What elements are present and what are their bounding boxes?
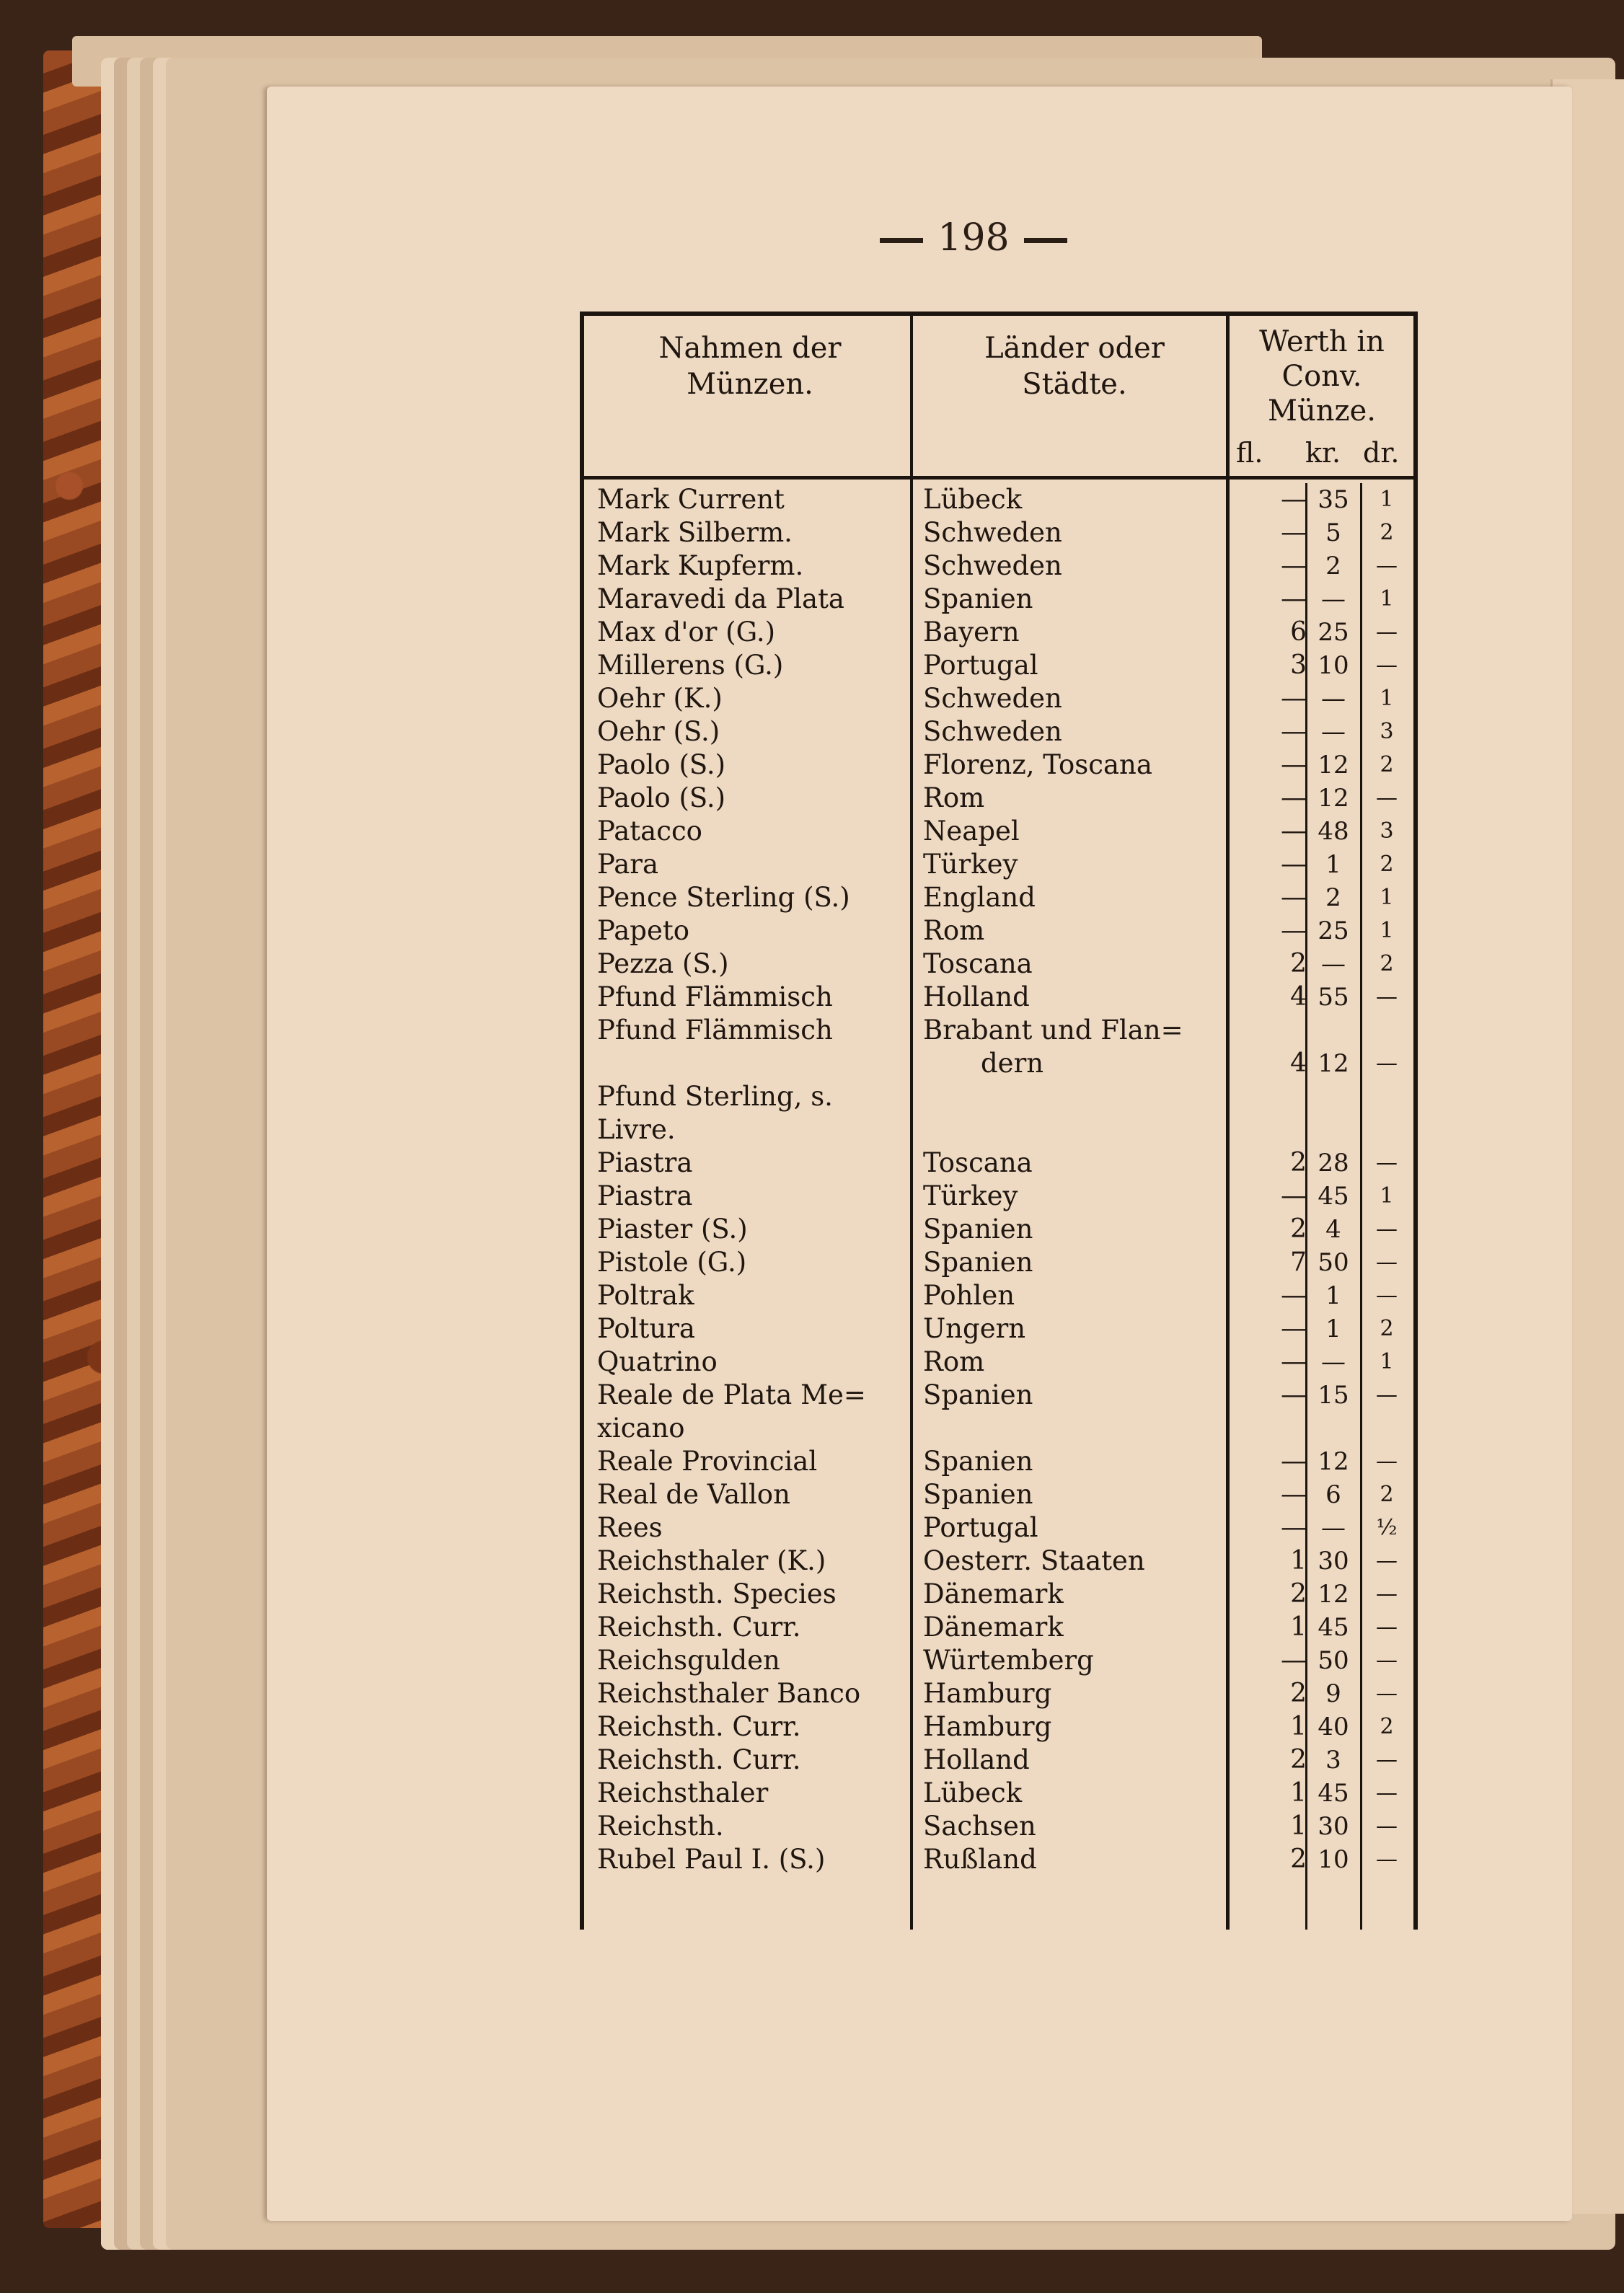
table-row: [584, 947, 1413, 981]
cell-dr: 2: [1380, 1714, 1394, 1739]
cell-place: Schweden: [923, 550, 1062, 581]
cell-place: England: [923, 882, 1036, 913]
table-row: [584, 1710, 1413, 1744]
cell-kr: 6: [1325, 1480, 1341, 1509]
cell-place: Bayern: [923, 617, 1020, 648]
cell-kr: 12: [1318, 1049, 1349, 1078]
cell-dr: —: [1376, 1847, 1398, 1872]
cell-dr: 1: [1380, 487, 1394, 512]
cell-fl: —: [1281, 717, 1307, 746]
cell-dr: —: [1376, 619, 1398, 645]
cell-name: Maravedi da Plata: [597, 583, 844, 614]
table-row: [584, 1644, 1413, 1677]
table-row: [584, 914, 1413, 947]
cell-name: Mark Silberm.: [597, 517, 793, 548]
cell-name: Rees: [597, 1512, 663, 1543]
cell-fl: 1: [1290, 1612, 1307, 1642]
table-row: [584, 1545, 1413, 1578]
table-row: [584, 848, 1413, 881]
cell-place: Lübeck: [923, 1777, 1023, 1808]
cell-place: Sachsen: [923, 1811, 1036, 1842]
cell-dr: ½: [1376, 1515, 1398, 1540]
cell-name: Quatrino: [597, 1346, 718, 1377]
cell-place: Holland: [923, 1744, 1030, 1775]
cell-kr: 1: [1325, 1281, 1341, 1310]
cell-place: Portugal: [923, 650, 1038, 681]
cell-name: Reichsgulden: [597, 1645, 780, 1676]
cell-name: Piastra: [597, 1147, 693, 1178]
cell-place: Holland: [923, 981, 1030, 1012]
cell-place: Toscana: [923, 948, 1033, 979]
cell-dr: —: [1376, 785, 1398, 810]
cell-fl: 2: [1290, 1579, 1307, 1609]
cell-name: Reale Provincial: [597, 1446, 818, 1477]
cell-fl: 2: [1290, 1844, 1307, 1874]
cell-name: Pence Sterling (S.): [597, 882, 850, 913]
cell-kr: 12: [1318, 751, 1349, 779]
table-row: [584, 1379, 1413, 1444]
cell-fl: 4: [1290, 982, 1307, 1012]
page-number: [851, 216, 1096, 260]
table-row: [584, 1578, 1413, 1611]
cell-dr: 1: [1380, 1183, 1394, 1209]
cell-name: Reichsthaler (K.): [597, 1545, 826, 1576]
table-row: [584, 516, 1413, 549]
cell-kr: 2: [1325, 883, 1341, 912]
table-row: [584, 748, 1413, 782]
cell-kr: 28: [1318, 1149, 1349, 1178]
cell-fl: 2: [1290, 1214, 1307, 1244]
cell-place: Pohlen: [923, 1280, 1015, 1311]
cell-name: Poltura: [597, 1313, 695, 1344]
cell-dr: —: [1376, 1382, 1398, 1408]
table-row: [584, 782, 1413, 815]
cell-name: Pfund Flämmisch: [597, 1015, 833, 1046]
table-row: [584, 1677, 1413, 1710]
cell-kr: 1: [1325, 850, 1341, 879]
cell-kr: 3: [1325, 1746, 1341, 1775]
cell-fl: —: [1281, 1380, 1307, 1410]
cell-place: Oesterr. Staaten: [923, 1545, 1145, 1576]
cell-dr: —: [1376, 1548, 1398, 1573]
cell-kr: 45: [1318, 1182, 1349, 1211]
cell-kr: 1: [1325, 1315, 1341, 1343]
cell-dr: —: [1376, 653, 1398, 678]
header-fl: fl.: [1236, 437, 1263, 469]
table-row: [584, 483, 1413, 516]
cell-fl: 2: [1290, 949, 1307, 978]
cell-place: Toscana: [923, 1147, 1033, 1178]
cell-fl: —: [1281, 1513, 1307, 1542]
cell-kr: 30: [1318, 1812, 1349, 1841]
cell-name: Mark Kupferm.: [597, 550, 804, 581]
cell-name: Max d'or (G.): [597, 617, 776, 648]
header-value: Werth in Conv. Münze.: [1259, 325, 1385, 428]
cell-name: Reichsthaler: [597, 1777, 769, 1808]
cell-fl: 2: [1290, 1745, 1307, 1775]
cell-fl: 2: [1290, 1679, 1307, 1708]
cell-fl: —: [1281, 1645, 1307, 1675]
cell-fl: 7: [1290, 1247, 1307, 1277]
cell-fl: —: [1281, 1480, 1307, 1509]
cell-fl: —: [1281, 816, 1307, 846]
cell-dr: [1364, 1080, 1409, 1113]
cell-place: Türkey: [923, 849, 1018, 880]
cell-place: Brabant und Flan=: [923, 1015, 1183, 1046]
cell-name: Oehr (K.): [597, 683, 723, 714]
cell-dr: 1: [1380, 918, 1394, 943]
cell-fl: 1: [1290, 1778, 1307, 1808]
cell-fl: [1237, 1080, 1307, 1113]
cell-fl: 6: [1290, 617, 1307, 647]
cell-dr: —: [1376, 984, 1398, 1009]
cell-kr: —: [1321, 717, 1346, 746]
cell-name: Para: [597, 849, 659, 880]
cell-kr: —: [1321, 684, 1346, 713]
cell-kr: 12: [1318, 1580, 1349, 1609]
cell-kr: 12: [1318, 784, 1349, 813]
header-dr: dr.: [1363, 437, 1400, 469]
cell-name: Reichsth. Curr.: [597, 1711, 801, 1742]
table-row: [584, 682, 1413, 715]
cell-fl: 3: [1290, 650, 1307, 680]
cell-kr: 40: [1318, 1713, 1349, 1741]
cell-name: Piaster (S.): [597, 1214, 748, 1245]
table-row: [584, 1511, 1413, 1545]
cell-kr: 45: [1318, 1613, 1349, 1642]
cell-name: Pfund Sterling, s.: [597, 1081, 833, 1112]
cell-place: [923, 1080, 1226, 1113]
cell-dr: 3: [1380, 719, 1394, 744]
table-row: [584, 549, 1413, 583]
table-row: [584, 815, 1413, 848]
cell-dr: —: [1376, 1813, 1398, 1839]
cell-place: Lübeck: [923, 484, 1023, 515]
cell-name: Millerens (G.): [597, 650, 784, 681]
cell-place: Spanien: [923, 1379, 1033, 1410]
cell-kr: 5: [1325, 518, 1341, 547]
cell-place: Rom: [923, 915, 985, 946]
cell-fl: —: [1281, 916, 1307, 945]
cell-place: Hamburg: [923, 1711, 1052, 1742]
cell-name: Patacco: [597, 816, 702, 847]
table-row: [584, 1478, 1413, 1511]
cell-fl: —: [1281, 1314, 1307, 1343]
table-row: [584, 583, 1413, 616]
cell-name: Pistole (G.): [597, 1247, 747, 1278]
table-row: [584, 1611, 1413, 1644]
cell-dr: 1: [1380, 1349, 1394, 1374]
cell-place: Schweden: [923, 716, 1062, 747]
cell-place: Dänemark: [923, 1612, 1064, 1643]
cell-place: Schweden: [923, 683, 1062, 714]
table-row: [584, 1213, 1413, 1246]
cell-dr: —: [1376, 1648, 1398, 1673]
header-kr: kr.: [1305, 437, 1341, 469]
table-row: [584, 1445, 1413, 1478]
cell-place: Schweden: [923, 517, 1062, 548]
cell-place: Spanien: [923, 1214, 1033, 1245]
cell-kr: [1310, 1080, 1357, 1113]
cell-fl: —: [1281, 551, 1307, 580]
cell-name: Papeto: [597, 915, 690, 946]
table-row: [584, 1180, 1413, 1213]
cell-kr: 2: [1325, 552, 1341, 580]
cell-place2: dern: [981, 1048, 1044, 1079]
cell-name: Poltrak: [597, 1280, 694, 1311]
cell-fl: —: [1281, 783, 1307, 813]
cell-name: Reichsthaler Banco: [597, 1678, 861, 1709]
cell-fl: —: [1281, 584, 1307, 614]
cell-place: Hamburg: [923, 1678, 1052, 1709]
cell-dr: 2: [1380, 1482, 1394, 1507]
table-row: [584, 1744, 1413, 1777]
cell-dr: 2: [1380, 752, 1394, 777]
cell-dr: —: [1376, 1780, 1398, 1806]
cell-place: Spanien: [923, 583, 1033, 614]
cell-dr: 1: [1380, 586, 1394, 611]
cell-fl: —: [1281, 750, 1307, 779]
cell-fl: —: [1281, 1347, 1307, 1377]
cell-place: Spanien: [923, 1479, 1033, 1510]
cell-fl: —: [1281, 1181, 1307, 1211]
cell-name: Reichsth. Curr.: [597, 1744, 801, 1775]
cell-name: Paolo (S.): [597, 782, 726, 813]
cell-dr: 1: [1380, 686, 1394, 711]
table-row: [584, 1080, 1413, 1145]
cell-fl: 2: [1290, 1148, 1307, 1178]
cell-place: Rußland: [923, 1844, 1037, 1875]
table-row: [584, 715, 1413, 748]
cell-fl: —: [1281, 684, 1307, 713]
table-row: [584, 1810, 1413, 1843]
cell-fl: —: [1281, 883, 1307, 912]
cell-dr: —: [1376, 1250, 1398, 1275]
cell-place: Dänemark: [923, 1578, 1064, 1609]
cell-dr: 2: [1380, 852, 1394, 877]
cell-kr: 30: [1318, 1547, 1349, 1576]
cell-place: Spanien: [923, 1247, 1033, 1278]
cell-kr: —: [1321, 1514, 1346, 1542]
cell-place: Rom: [923, 782, 985, 813]
cell-kr: 25: [1318, 618, 1349, 647]
cell-dr: —: [1376, 1614, 1398, 1640]
cell-kr: 4: [1325, 1215, 1341, 1244]
cell-place: Ungern: [923, 1313, 1026, 1344]
cell-place: Rom: [923, 1346, 985, 1377]
cell-kr: 9: [1325, 1679, 1341, 1708]
cell-fl: —: [1281, 518, 1307, 547]
cell-name: Reichsth. Curr.: [597, 1612, 801, 1643]
cell-dr: —: [1376, 553, 1398, 578]
table-row: [584, 1312, 1413, 1346]
page-number-text: 198: [937, 216, 1010, 260]
cell-name2: Livre.: [597, 1114, 676, 1145]
table-row: [584, 1777, 1413, 1810]
cell-name: Pezza (S.): [597, 948, 729, 979]
cell-kr: 12: [1318, 1447, 1349, 1476]
cell-dr: —: [1376, 1747, 1398, 1772]
cell-dr: 2: [1380, 1316, 1394, 1341]
cell-kr: 45: [1318, 1779, 1349, 1808]
cell-name: Paolo (S.): [597, 749, 726, 780]
cell-dr: 3: [1380, 818, 1394, 844]
table-row: [584, 881, 1413, 914]
cell-place: Florenz, Toscana: [923, 749, 1152, 780]
cell-dr: —: [1376, 1150, 1398, 1175]
cell-name: Reichsth. Species: [597, 1578, 837, 1609]
cell-name: Piastra: [597, 1180, 693, 1211]
cell-fl: —: [1281, 485, 1307, 514]
table-row: [584, 616, 1413, 649]
table-row: [584, 1843, 1413, 1876]
cell-name: Real de Vallon: [597, 1479, 790, 1510]
cell-kr: 50: [1318, 1248, 1349, 1277]
cell-kr: —: [1321, 585, 1346, 614]
cell-fl: 4: [1290, 1048, 1307, 1078]
table-row: [584, 1014, 1413, 1079]
dash-left: [880, 238, 923, 243]
cell-kr: —: [1321, 950, 1346, 978]
cell-dr: —: [1376, 1449, 1398, 1474]
cell-place: Türkey: [923, 1180, 1018, 1211]
cell-kr: 48: [1318, 817, 1349, 846]
coin-table: [580, 312, 1418, 1930]
cell-fl: 1: [1290, 1811, 1307, 1841]
cell-name2: xicano: [597, 1413, 685, 1444]
cell-name: Rubel Paul I. (S.): [597, 1844, 826, 1875]
table-row: [584, 981, 1413, 1014]
header-name: Nahmen der Münzen.: [658, 332, 842, 401]
cell-place: Neapel: [923, 816, 1020, 847]
cell-dr: —: [1376, 1581, 1398, 1607]
cell-kr: 35: [1318, 485, 1349, 514]
cell-dr: 1: [1380, 885, 1394, 910]
dash-right: [1024, 238, 1067, 243]
cell-kr: 50: [1318, 1646, 1349, 1675]
cell-kr: 15: [1318, 1381, 1349, 1410]
cell-kr: 10: [1318, 651, 1349, 680]
table-row: [584, 1246, 1413, 1279]
cell-name: Reale de Plata Me=: [597, 1379, 866, 1410]
cell-fl: —: [1281, 1446, 1307, 1476]
table-row: [584, 649, 1413, 682]
cell-kr: 55: [1318, 983, 1349, 1012]
cell-dr: —: [1376, 1051, 1398, 1076]
cell-place: Würtemberg: [923, 1645, 1094, 1676]
cell-fl: 1: [1290, 1546, 1307, 1576]
cell-fl: 1: [1290, 1712, 1307, 1741]
table-header: [584, 316, 1413, 480]
cell-name: Oehr (S.): [597, 716, 720, 747]
cell-kr: 10: [1318, 1845, 1349, 1874]
table-row: [584, 1346, 1413, 1379]
cell-kr: —: [1321, 1348, 1346, 1377]
cell-place: Spanien: [923, 1446, 1033, 1477]
cell-name: Mark Current: [597, 484, 785, 515]
cell-dr: —: [1376, 1283, 1398, 1308]
cell-fl: —: [1281, 1281, 1307, 1310]
header-place: Länder oder Städte.: [984, 332, 1165, 401]
cell-name: Reichsth.: [597, 1811, 724, 1842]
cell-dr: —: [1376, 1681, 1398, 1706]
table-row: [584, 1279, 1413, 1312]
cell-dr: —: [1376, 1216, 1398, 1242]
cell-place: Portugal: [923, 1512, 1038, 1543]
cell-dr: 2: [1380, 520, 1394, 545]
table-row: [584, 1146, 1413, 1180]
cell-kr: 25: [1318, 916, 1349, 945]
cell-dr: 2: [1380, 951, 1394, 976]
cell-fl: —: [1281, 849, 1307, 879]
cell-name: Pfund Flämmisch: [597, 981, 833, 1012]
